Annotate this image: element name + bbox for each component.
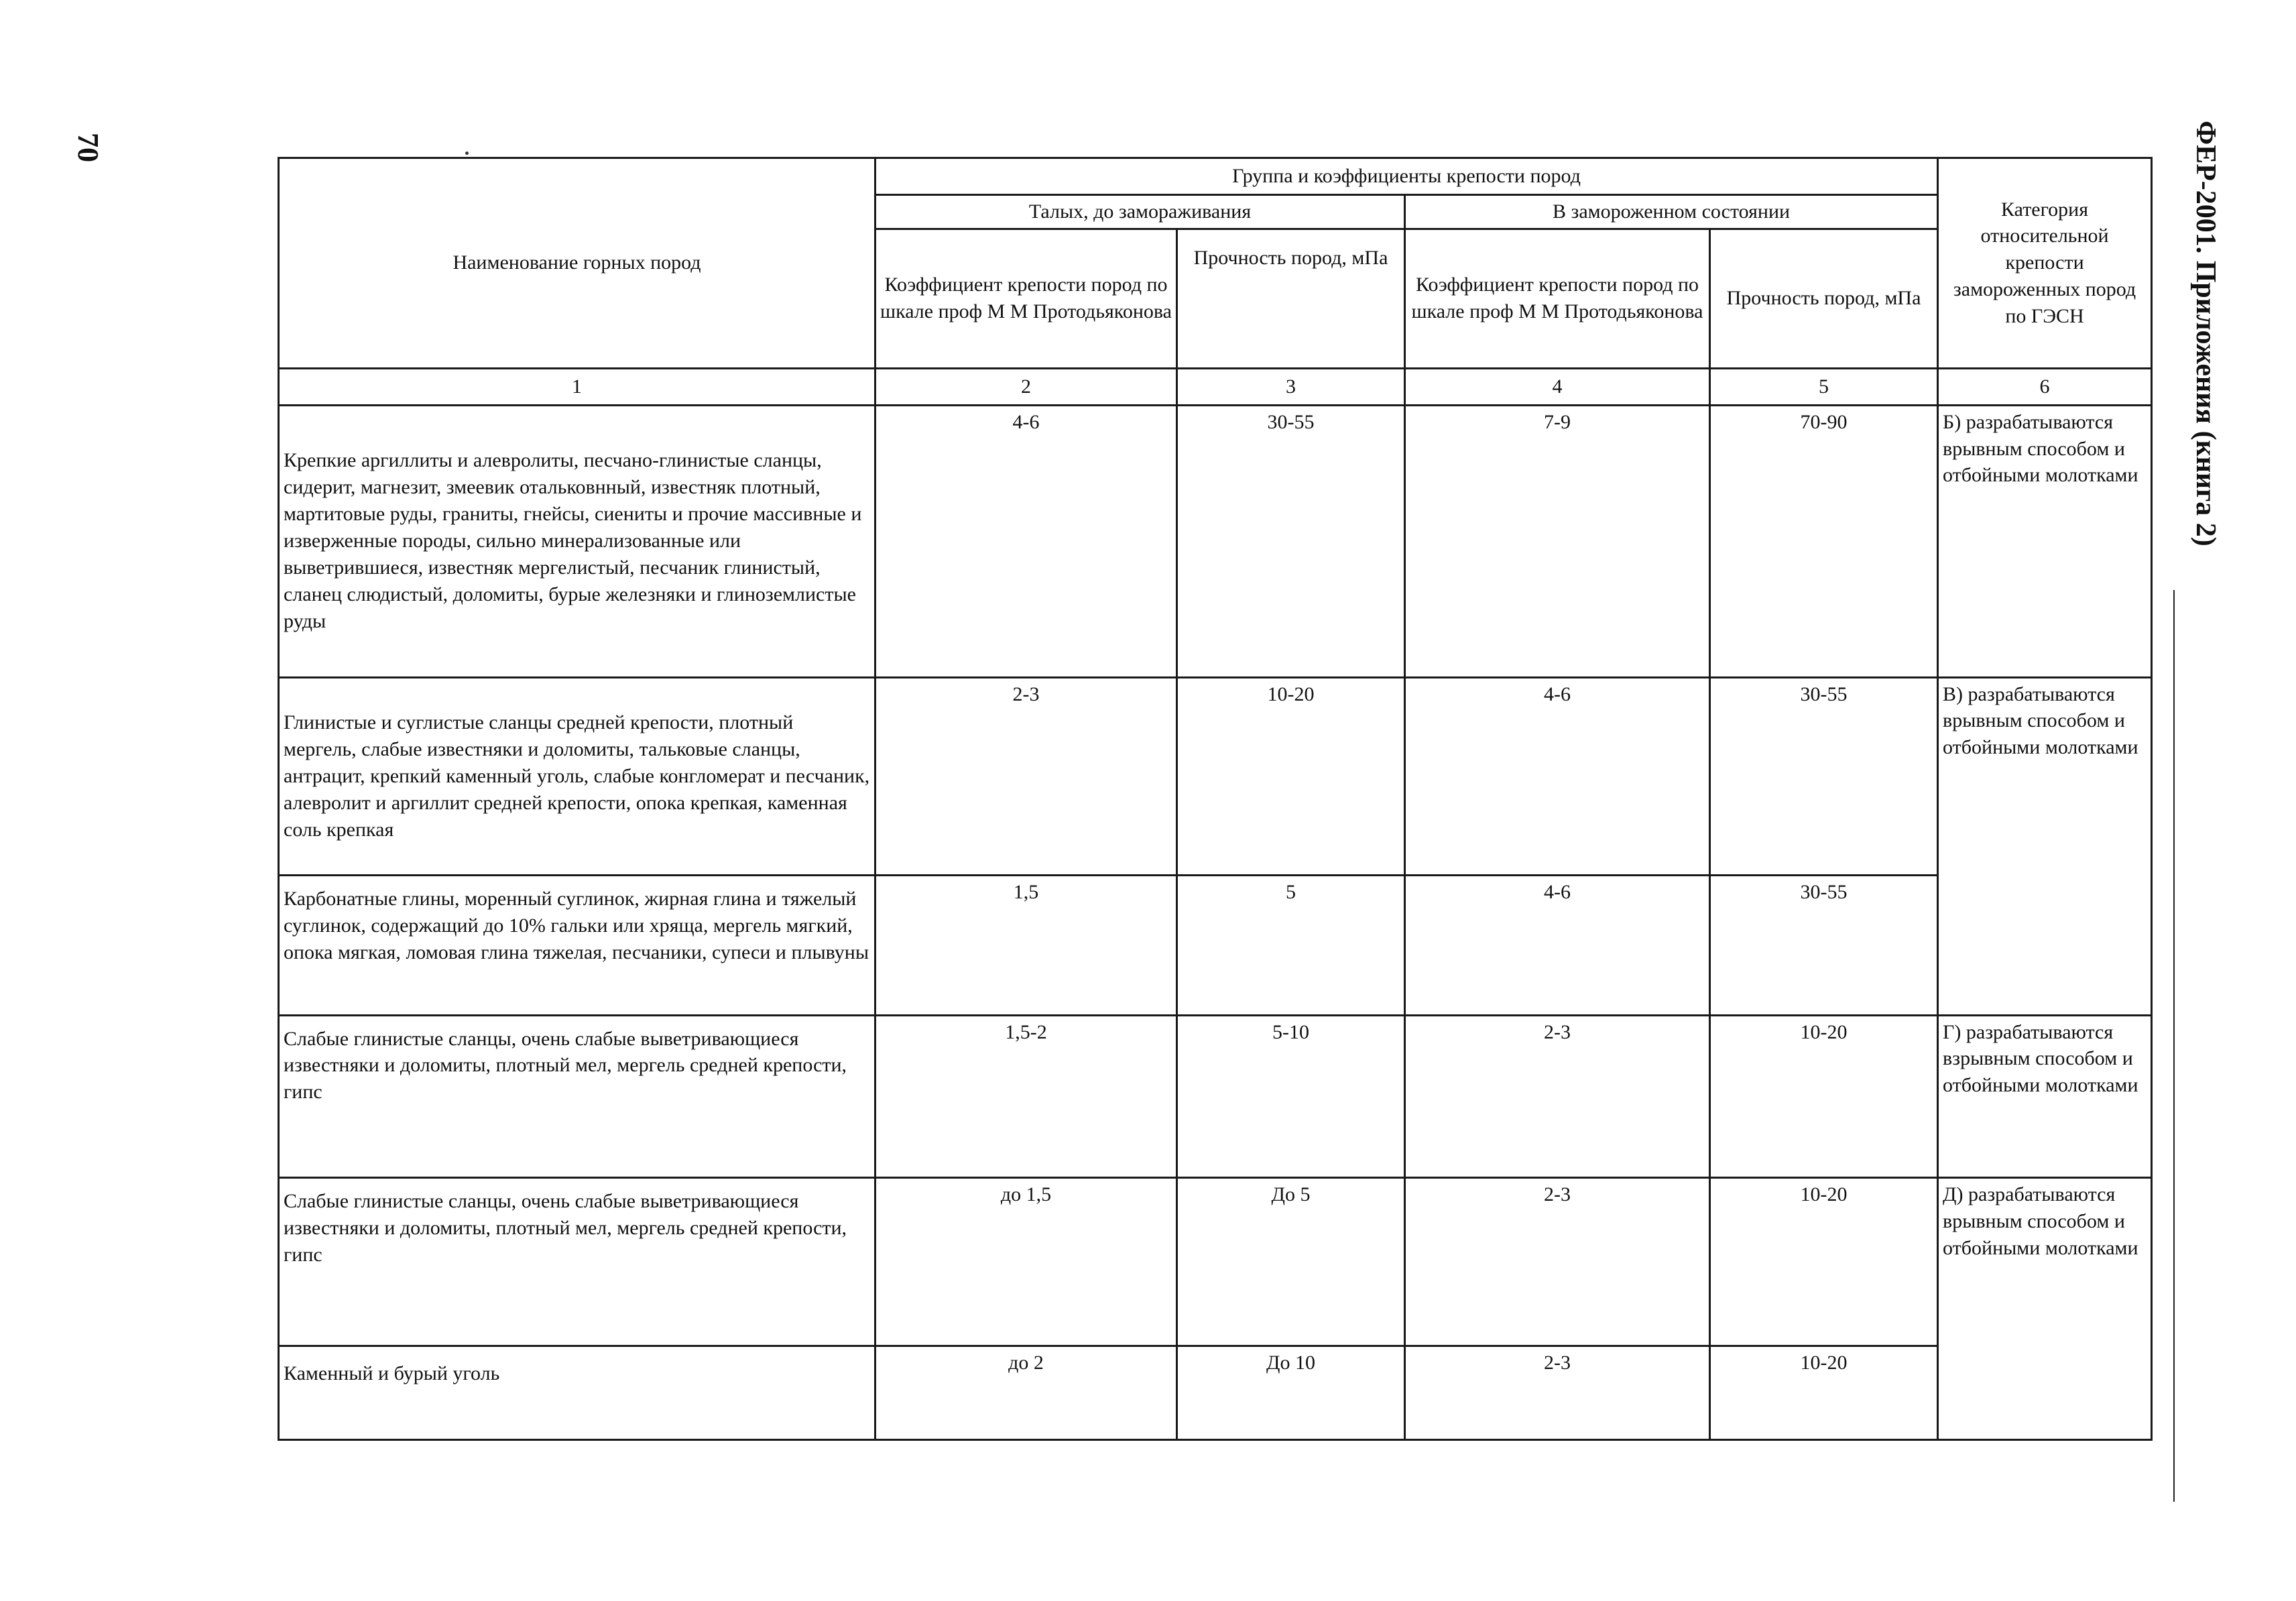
header-frozen: В замороженном состоянии bbox=[1405, 195, 1938, 229]
running-title: ФЕР-2001. Приложения (книга 2) bbox=[2190, 121, 2221, 546]
header-rock-name: Наименование горных пород bbox=[279, 158, 875, 369]
coef-thawed: 4-6 bbox=[875, 405, 1177, 677]
strength-thawed: 5-10 bbox=[1177, 1015, 1405, 1178]
table-row bbox=[279, 405, 2152, 677]
category: В) разрабатываются врывным способом и отбойными молотками bbox=[1938, 677, 2152, 1015]
strength-frozen: 10-20 bbox=[1710, 1178, 1938, 1346]
coef-thawed: 2-3 bbox=[875, 677, 1177, 876]
strength-frozen: 30-55 bbox=[1710, 876, 1938, 1015]
table-row bbox=[279, 677, 2152, 876]
coef-frozen: 4-6 bbox=[1405, 677, 1710, 876]
header-strength-frozen: Прочность пород, мПа bbox=[1710, 229, 1938, 368]
col-number: 2 bbox=[875, 368, 1177, 405]
rock-name: Слабые глинистые сланцы, очень слабые выветривающиеся известняки и доломиты, плотный мел, мергель средней крепости, гипс bbox=[279, 1178, 875, 1346]
side-rule bbox=[2173, 590, 2175, 1502]
coef-frozen: 4-6 bbox=[1405, 876, 1710, 1015]
header-thawed: Талых, до замораживания bbox=[875, 195, 1405, 229]
strength-frozen: 10-20 bbox=[1710, 1015, 1938, 1178]
header-category: Категория относительной крепости замороженных пород по ГЭСН bbox=[1938, 158, 2152, 369]
strength-frozen: 30-55 bbox=[1710, 677, 1938, 876]
rock-name: Каменный и бурый уголь bbox=[279, 1346, 875, 1439]
coef-thawed: 1,5 bbox=[875, 876, 1177, 1015]
col-number: 3 bbox=[1177, 368, 1405, 405]
rock-name: Глинистые и суглистые сланцы средней крепости, плотный мергель, слабые известняки и доломиты, тальковые сланцы, антрацит, крепкий каменный уголь, слабые конгломерат и песчаник, алевролит и аргиллит средней крепости, опока крепкая, каменная соль крепкая bbox=[279, 677, 875, 876]
table-row bbox=[279, 1015, 2152, 1178]
strength-thawed: 5 bbox=[1177, 876, 1405, 1015]
page-number: 70 bbox=[72, 133, 105, 162]
coef-frozen: 2-3 bbox=[1405, 1178, 1710, 1346]
strength-thawed: До 10 bbox=[1177, 1346, 1405, 1439]
col-number: 4 bbox=[1405, 368, 1710, 405]
table-row bbox=[279, 876, 2152, 1015]
col-number: 5 bbox=[1710, 368, 1938, 405]
header-strength-thawed: Прочность пород, мПа bbox=[1177, 229, 1405, 368]
rock-name: Карбонатные глины, моренный суглинок, жирная глина и тяжелый суглинок, содержащий до 10% гальки или хряща, мергель мягкий, опока мягкая, ломовая глина тяжелая, песчаники, супеси и плывуны bbox=[279, 876, 875, 1015]
coef-thawed: 1,5-2 bbox=[875, 1015, 1177, 1178]
header-coef-frozen: Коэффициент крепости пород по шкале проф М М Протодьяконова bbox=[1405, 229, 1710, 368]
coef-frozen: 2-3 bbox=[1405, 1346, 1710, 1439]
rock-name: Крепкие аргиллиты и алевролиты, песчано-глинистые сланцы, сидерит, магнезит, змеевик отальковнный, известняк плотный, мартитовые руды, граниты, гнейсы, сиениты и прочие массивные и изверженные породы, сильно минерализованные или выветрившиеся, известняк мергелистый, песчаник глинистый, сланец слюдистый, доломиты, бурые железняки и глиноземлистые руды bbox=[279, 405, 875, 677]
strength-thawed: 30-55 bbox=[1177, 405, 1405, 677]
col-number: 1 bbox=[279, 368, 875, 405]
stray-dot bbox=[465, 152, 469, 155]
header-coef-thawed: Коэффициент крепости пород по шкале проф М М Протодьяконова bbox=[875, 229, 1177, 368]
table-row bbox=[279, 1346, 2152, 1439]
rock-name: Слабые глинистые сланцы, очень слабые выветривающиеся известняки и доломиты, плотный мел, мергель средней крепости, гипс bbox=[279, 1015, 875, 1178]
strength-thawed: 10-20 bbox=[1177, 677, 1405, 876]
coef-thawed: до 2 bbox=[875, 1346, 1177, 1439]
category: Г) разрабатываются взрывным способом и отбойными молотками bbox=[1938, 1015, 2152, 1178]
rock-strength-table bbox=[278, 157, 2153, 1441]
col-number: 6 bbox=[1938, 368, 2152, 405]
category: Д) разрабатываются врывным способом и отбойными молотками bbox=[1938, 1178, 2152, 1440]
strength-thawed: До 5 bbox=[1177, 1178, 1405, 1346]
table-row bbox=[279, 1178, 2152, 1346]
category: Б) разрабатываются врывным способом и отбойными молотками bbox=[1938, 405, 2152, 677]
coef-frozen: 2-3 bbox=[1405, 1015, 1710, 1178]
coef-thawed: до 1,5 bbox=[875, 1178, 1177, 1346]
coef-frozen: 7-9 bbox=[1405, 405, 1710, 677]
strength-frozen: 70-90 bbox=[1710, 405, 1938, 677]
header-group: Группа и коэффициенты крепости пород bbox=[875, 158, 1938, 195]
strength-frozen: 10-20 bbox=[1710, 1346, 1938, 1439]
